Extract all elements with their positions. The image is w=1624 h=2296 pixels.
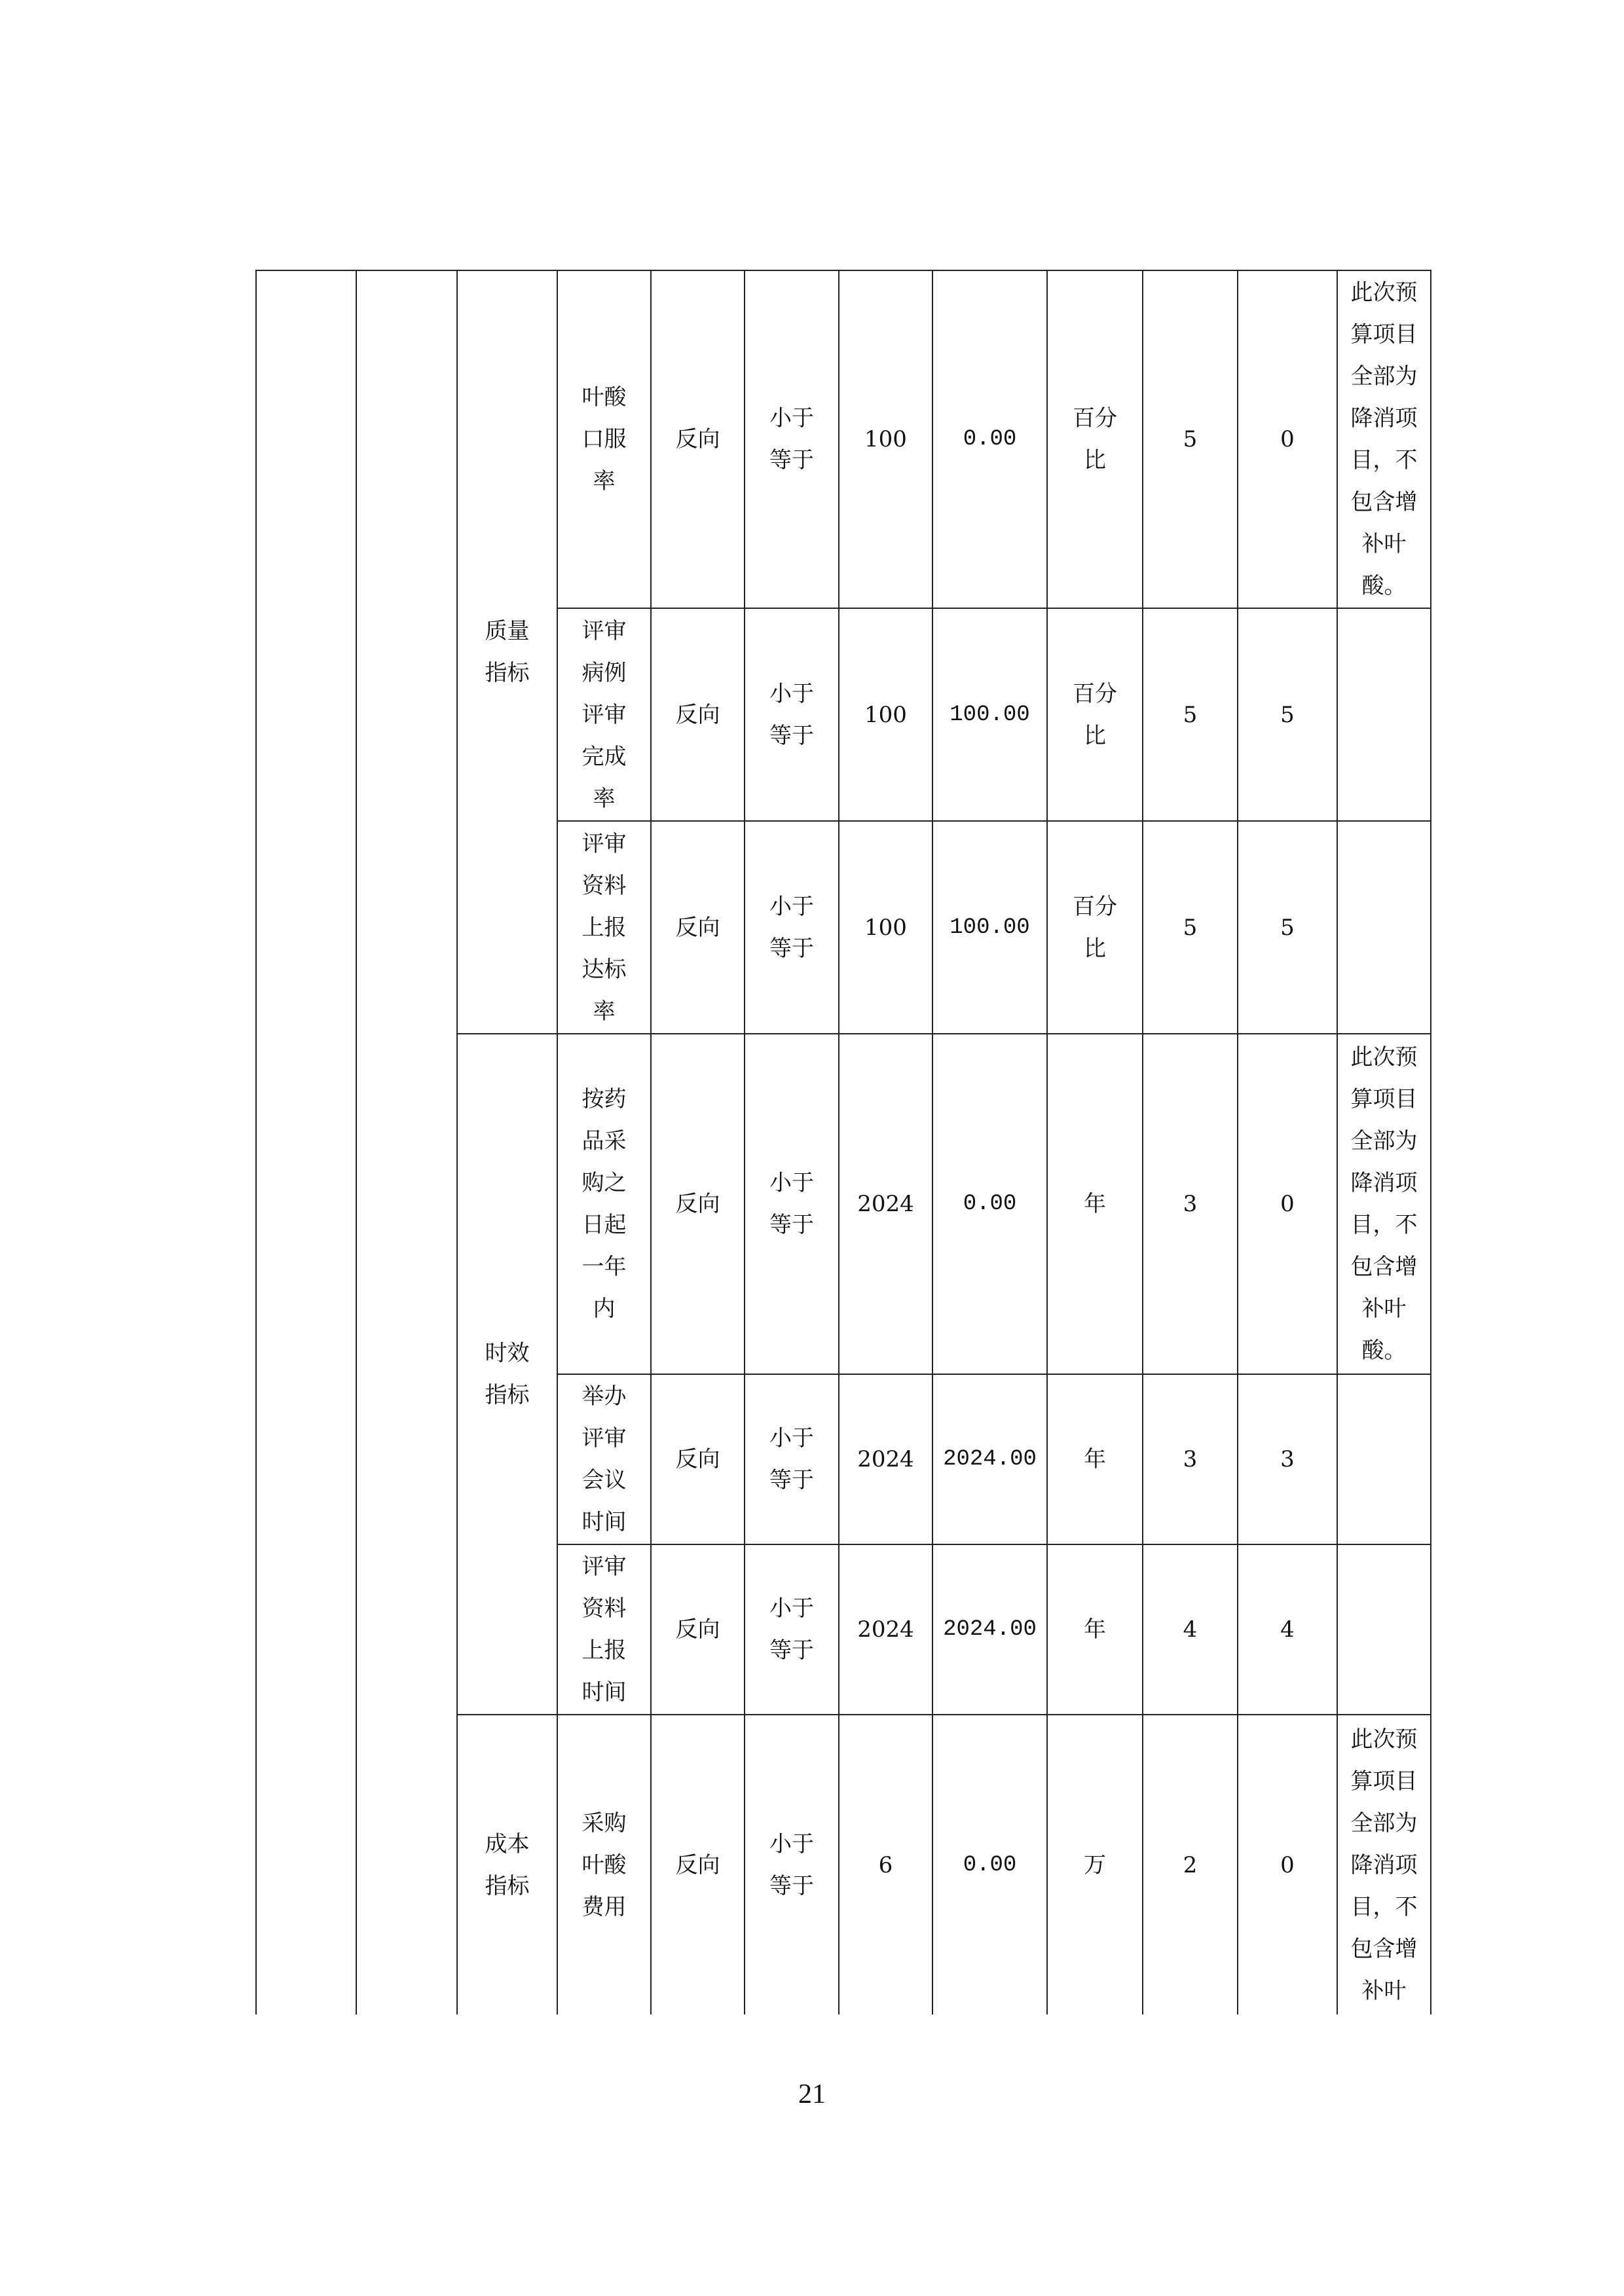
target-value-cell xyxy=(839,608,932,821)
unit-cell xyxy=(1047,1715,1143,2014)
score-cell xyxy=(1238,1034,1337,1374)
weight: 5 xyxy=(1183,701,1198,728)
score-cell xyxy=(1238,270,1337,608)
direction-cell xyxy=(651,1715,745,2014)
operator: 小于等于 xyxy=(769,405,814,473)
weight: 3 xyxy=(1183,1446,1198,1472)
direction-cell xyxy=(651,608,745,821)
target-value: 6 xyxy=(878,1851,893,1878)
target-value-cell xyxy=(839,1034,932,1374)
operator-cell xyxy=(745,1374,839,1544)
unit: 年 xyxy=(1084,1616,1106,1643)
unit-cell xyxy=(1047,270,1143,608)
unit: 年 xyxy=(1084,1446,1106,1472)
level2-category-cell xyxy=(356,270,457,2014)
direction: 反向 xyxy=(675,1446,720,1472)
unit: 百分比 xyxy=(1073,893,1117,962)
unit-cell xyxy=(1047,1374,1143,1544)
indicator-name-cell xyxy=(557,270,651,608)
direction: 反向 xyxy=(675,1851,720,1878)
weight: 2 xyxy=(1183,1851,1198,1878)
target-value: 2024 xyxy=(857,1616,914,1643)
operator-cell xyxy=(745,821,839,1034)
unit: 百分比 xyxy=(1073,405,1117,473)
target-value: 2024 xyxy=(857,1191,914,1217)
target-value: 100 xyxy=(864,701,907,728)
weight-cell xyxy=(1143,270,1238,608)
note: 此次预算项目全部为降消项目，不包含增补叶 xyxy=(1350,1726,1418,2004)
score: 5 xyxy=(1280,701,1295,728)
unit-cell xyxy=(1047,608,1143,821)
target-value-cell xyxy=(839,821,932,1034)
operator: 小于等于 xyxy=(769,1425,814,1493)
direction-cell xyxy=(651,1374,745,1544)
actual-value-cell xyxy=(932,270,1047,608)
indicator-name: 按药品采购之日起一年内 xyxy=(581,1086,627,1322)
category-timeliness: 时效指标 xyxy=(485,1340,530,1408)
indicator-name: 评审资料上报时间 xyxy=(581,1554,627,1705)
note: 此次预算项目全部为降消项目，不包含增补叶酸。 xyxy=(1350,1044,1418,1364)
score: 0 xyxy=(1280,1851,1295,1878)
score: 4 xyxy=(1280,1616,1295,1643)
indicator-name: 采购叶酸费用 xyxy=(581,1810,627,1920)
direction-cell xyxy=(651,821,745,1034)
category-timeliness-cell xyxy=(457,1034,557,1715)
category-quality: 质量指标 xyxy=(485,618,530,686)
table-row xyxy=(256,270,1431,608)
category-quality-cell xyxy=(457,270,557,1034)
note-cell xyxy=(1337,608,1431,821)
operator: 小于等于 xyxy=(769,1831,814,1899)
unit: 年 xyxy=(1084,1191,1106,1217)
operator: 小于等于 xyxy=(769,893,814,962)
actual-value: 100.00 xyxy=(950,702,1030,727)
note-cell xyxy=(1337,821,1431,1034)
actual-value: 2024.00 xyxy=(943,1447,1037,1472)
indicator-name: 举办评审会议时间 xyxy=(581,1383,627,1535)
score: 0 xyxy=(1280,426,1295,452)
direction: 反向 xyxy=(675,426,720,452)
actual-value-cell xyxy=(932,1034,1047,1374)
note: 此次预算项目全部为降消项目，不包含增补叶酸。 xyxy=(1350,280,1418,599)
indicator-name: 评审资料上报达标率 xyxy=(581,830,627,1025)
indicator-name: 评审病例评审完成率 xyxy=(581,617,627,812)
direction: 反向 xyxy=(675,914,720,941)
score: 3 xyxy=(1280,1446,1295,1472)
note-cell xyxy=(1337,1544,1431,1715)
actual-value-cell xyxy=(932,608,1047,821)
actual-value-cell xyxy=(932,1544,1047,1715)
note-cell xyxy=(1337,1374,1431,1544)
operator-cell xyxy=(745,1715,839,2014)
score-cell xyxy=(1238,1715,1337,2014)
score: 0 xyxy=(1280,1191,1295,1217)
target-value: 2024 xyxy=(857,1446,914,1472)
operator: 小于等于 xyxy=(769,1595,814,1664)
target-value-cell xyxy=(839,1374,932,1544)
actual-value: 0.00 xyxy=(963,1852,1017,1878)
weight-cell xyxy=(1143,1034,1238,1374)
score-cell xyxy=(1238,1544,1337,1715)
indicator-name-cell xyxy=(557,1715,651,2014)
weight-cell xyxy=(1143,821,1238,1034)
target-value: 100 xyxy=(864,914,907,941)
score-cell xyxy=(1238,821,1337,1034)
indicator-name-cell xyxy=(557,1034,651,1374)
note-cell xyxy=(1337,1715,1431,2014)
actual-value-cell xyxy=(932,1715,1047,2014)
level1-category-cell xyxy=(256,270,356,2014)
indicator-name-cell xyxy=(557,608,651,821)
weight-cell xyxy=(1143,1715,1238,2014)
direction-cell xyxy=(651,270,745,608)
page-number: 21 xyxy=(798,2079,826,2109)
indicator-name-cell xyxy=(557,1544,651,1715)
actual-value-cell xyxy=(932,1374,1047,1544)
operator: 小于等于 xyxy=(769,680,814,749)
operator-cell xyxy=(745,1544,839,1715)
target-value-cell xyxy=(839,270,932,608)
indicator-name: 叶酸口服率 xyxy=(581,384,627,494)
operator: 小于等于 xyxy=(769,1170,814,1238)
direction: 反向 xyxy=(675,1191,720,1217)
target-value-cell xyxy=(839,1715,932,2014)
unit: 万 xyxy=(1084,1851,1106,1878)
weight-cell xyxy=(1143,1374,1238,1544)
weight: 3 xyxy=(1183,1191,1198,1217)
score-cell xyxy=(1238,1374,1337,1544)
performance-indicator-table xyxy=(255,270,1431,2014)
unit-cell xyxy=(1047,1544,1143,1715)
direction: 反向 xyxy=(675,1616,720,1643)
note-cell xyxy=(1337,270,1431,608)
weight-cell xyxy=(1143,1544,1238,1715)
category-cost-cell xyxy=(457,1715,557,2014)
actual-value: 100.00 xyxy=(950,915,1030,940)
unit: 百分比 xyxy=(1073,680,1117,749)
direction: 反向 xyxy=(675,701,720,728)
score-cell xyxy=(1238,608,1337,821)
operator-cell xyxy=(745,270,839,608)
operator-cell xyxy=(745,1034,839,1374)
category-cost: 成本指标 xyxy=(485,1831,530,1899)
unit-cell xyxy=(1047,821,1143,1034)
target-value: 100 xyxy=(864,426,907,452)
actual-value: 0.00 xyxy=(963,1192,1017,1216)
weight-cell xyxy=(1143,608,1238,821)
operator-cell xyxy=(745,608,839,821)
actual-value: 2024.00 xyxy=(943,1617,1037,1642)
direction-cell xyxy=(651,1544,745,1715)
target-value-cell xyxy=(839,1544,932,1715)
note-cell xyxy=(1337,1034,1431,1374)
indicator-name-cell xyxy=(557,821,651,1034)
direction-cell xyxy=(651,1034,745,1374)
weight: 5 xyxy=(1183,426,1198,452)
weight: 4 xyxy=(1183,1616,1198,1643)
unit-cell xyxy=(1047,1034,1143,1374)
indicator-name-cell xyxy=(557,1374,651,1544)
actual-value-cell xyxy=(932,821,1047,1034)
weight: 5 xyxy=(1183,914,1198,941)
score: 5 xyxy=(1280,914,1295,941)
actual-value: 0.00 xyxy=(963,427,1017,452)
